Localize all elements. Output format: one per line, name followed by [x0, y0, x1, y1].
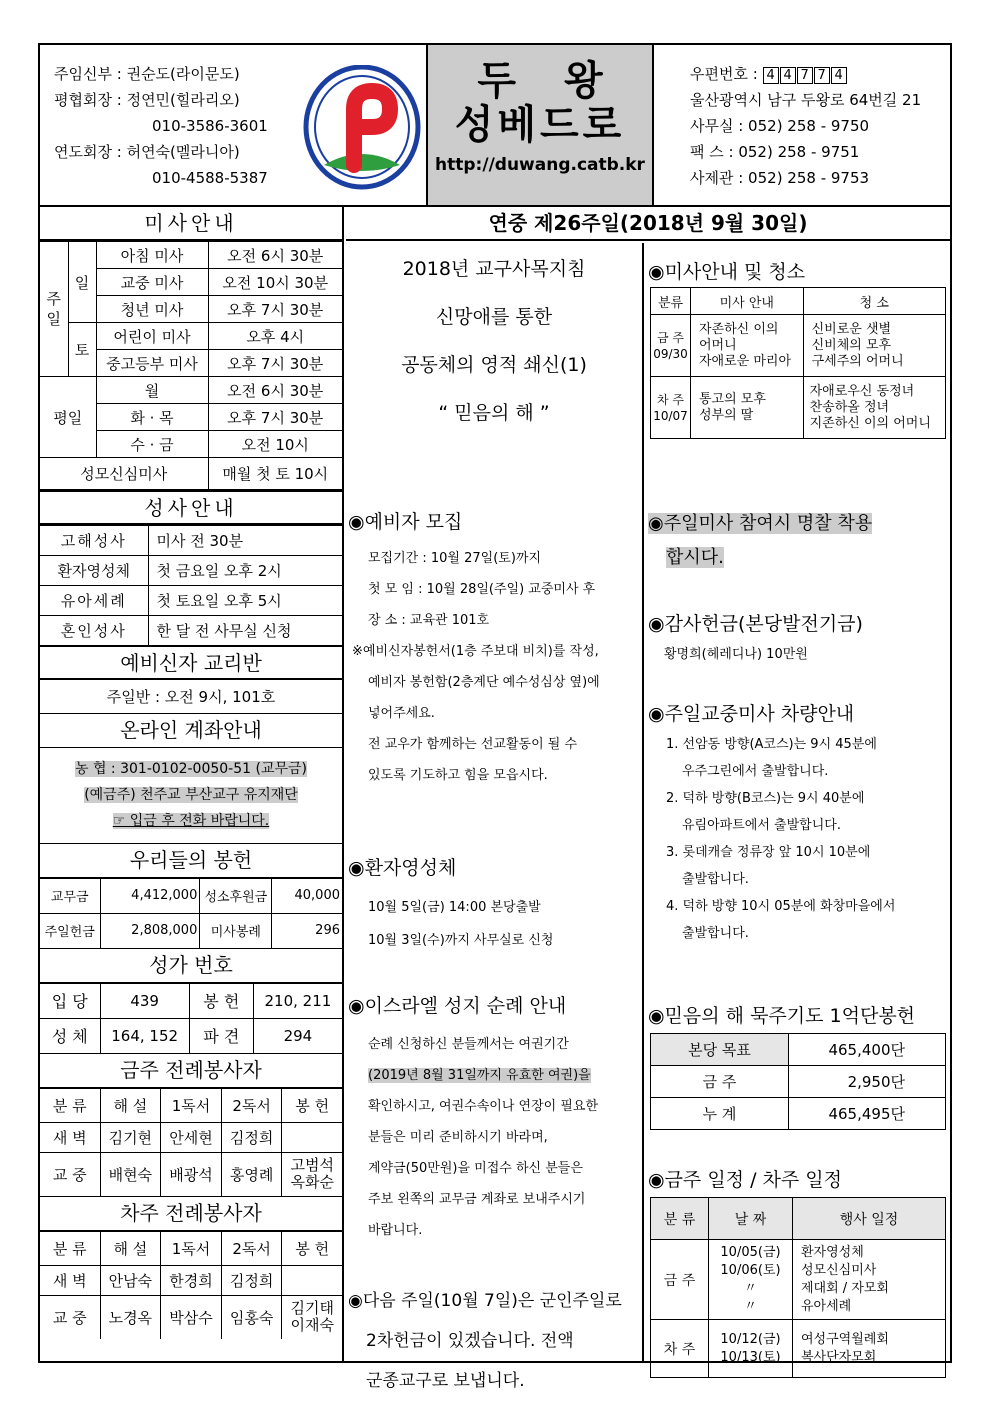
server-cell: 박삼수 — [161, 1295, 222, 1339]
mass-time: 오후 7시 30분 — [208, 296, 342, 323]
offering-amount: 40,000 — [272, 878, 342, 913]
military-line: 군종교구로 보냅니다. — [366, 1371, 525, 1391]
body-line: 분들은 미리 준비하시기 바라며, — [368, 1130, 548, 1145]
hymn-number: 210, 211 — [253, 983, 342, 1018]
weekday-name: 수 · 금 — [96, 431, 208, 458]
offering-amount: 296 — [272, 913, 342, 948]
parish-logo-icon — [302, 65, 422, 190]
sacrament-time: 한 달 전 사무실 신청 — [148, 615, 342, 645]
mass-time: 오전 10시 30분 — [208, 269, 342, 296]
account-note: ☞ 입금 후 전화 바랍니다. — [112, 812, 270, 829]
body-line: 확인하시고, 여권수속이나 연장이 필요한 — [368, 1099, 599, 1114]
hymn-number: 164, 152 — [100, 1018, 189, 1053]
pastoral-guideline — [346, 243, 642, 437]
body-line-highlight: (2019년 8월 31일까지 유효한 여권)을 — [368, 1068, 591, 1083]
weekday-time: 오후 7시 30분 — [208, 404, 342, 431]
rectory-phone: 사제관 : 052) 258 - 9753 — [690, 169, 870, 187]
weekday-time: 오전 10시 — [208, 431, 342, 458]
communion-body — [368, 891, 554, 957]
offering-table — [40, 878, 342, 949]
issue-title: 연중 제26주일(2018년 9월 30일) — [346, 207, 950, 241]
col-header: 2독서 — [221, 1231, 282, 1265]
sacrament-name: 혼인성사 — [40, 615, 148, 645]
week-cell: 금 주 09/30 — [651, 315, 691, 377]
server-cell: 안세현 — [161, 1122, 222, 1152]
server-cell: 김기태 이재숙 — [282, 1295, 342, 1339]
weekday-label: 평일 — [40, 377, 96, 458]
rosary-label: 누 계 — [651, 1098, 789, 1130]
server-cell: 새 벽 — [40, 1122, 100, 1152]
sacrament-name: 환자영성체 — [40, 555, 148, 585]
body-line: 장 소 : 교육관 101호 — [368, 613, 490, 628]
servers-next-heading: 차주 전례봉사자 — [40, 1197, 342, 1231]
offering-amount: 2,808,000 — [100, 913, 200, 948]
event-cell: 여성구역월례회 복사단자모회 — [793, 1320, 946, 1378]
left-column — [40, 207, 344, 1363]
sacrament-name: 유아세례 — [40, 585, 148, 615]
day-to: 토 — [68, 323, 96, 377]
server-cell: 한경희 — [161, 1265, 222, 1295]
vehicle-line: 출발합니다. — [682, 926, 749, 941]
server-cell: 노경옥 — [100, 1295, 161, 1339]
servers-this-heading: 금주 전례봉사자 — [40, 1054, 342, 1088]
offering-label: 교무금 — [40, 878, 100, 913]
body-line: 주보 왼쪽의 교무금 계좌로 보내주시기 — [368, 1192, 586, 1207]
header-contacts — [54, 61, 268, 191]
vehicle-line: 유림아파트에서 출발합니다. — [682, 818, 841, 833]
sacrament-time: 첫 금요일 오후 2시 — [148, 555, 342, 585]
rosary-label: 금 주 — [651, 1066, 789, 1098]
mass-heading: 미사안내 — [40, 207, 342, 241]
website-url[interactable]: http://duwang.catb.kr — [435, 155, 645, 175]
pastor-label: 주임신부 : — [54, 65, 122, 83]
mass-name: 아침 미사 — [96, 242, 208, 269]
catechism-text: 주일반 : 오전 9시, 101호 — [40, 680, 342, 714]
rosary-value: 465,495단 — [789, 1098, 946, 1130]
offering-label: 주일헌금 — [40, 913, 100, 948]
zip-label: 우편번호 : — [690, 65, 758, 83]
mass-cell: 통고의 모후 성부의 딸 — [691, 377, 804, 439]
body-line: 전 교우가 함께하는 선교활동이 될 수 — [368, 737, 578, 752]
offering-amount: 4,412,000 — [100, 878, 200, 913]
vehicle-line: 2. 덕하 방향(B코스)는 9시 40분에 — [666, 791, 865, 806]
server-cell: 김정희 — [221, 1265, 282, 1295]
sacrament-name: 고해성사 — [40, 525, 148, 555]
military-sunday — [348, 1281, 622, 1401]
day-il: 일 — [68, 242, 96, 323]
hymn-number: 294 — [253, 1018, 342, 1053]
rosary-value: 2,950단 — [789, 1066, 946, 1098]
zip-box: 4 — [831, 67, 847, 84]
body-line: 10월 3일(수)까지 사무실로 신청 — [368, 933, 554, 948]
servers-this-table — [40, 1088, 342, 1197]
hymn-label: 성 체 — [40, 1018, 100, 1053]
event-cell: 환자영성체 성모신심미사 제대회 / 자모회 유아세례 — [793, 1240, 946, 1320]
office-phone: 사무실 : 052) 258 - 9750 — [690, 117, 870, 135]
col-header: 1독서 — [161, 1088, 222, 1122]
sacrament-time: 첫 토요일 오후 5시 — [148, 585, 342, 615]
address: 울산광역시 남구 두왕로 64번길 21 — [690, 91, 922, 109]
col-header: 분 류 — [40, 1231, 100, 1265]
clean-cell: 신비로운 샛별 신비체의 모후 구세주의 어머니 — [803, 315, 945, 377]
server-cell: 안남숙 — [100, 1265, 161, 1295]
memorial-phone: 010-4588-5387 — [152, 169, 268, 187]
col-header: 1독서 — [161, 1231, 222, 1265]
catechism-heading: 예비신자 교리반 — [40, 646, 342, 680]
rosary-table — [650, 1033, 946, 1130]
weekday-name: 월 — [96, 377, 208, 404]
pastoral-line: 2018년 교구사목지침 — [402, 258, 586, 280]
rosary-label: 본당 목표 — [651, 1034, 789, 1066]
body-line: 예비자 봉헌함(2층계단 예수성심상 옆)에 — [368, 675, 600, 690]
week-cell: 차 주 10/07 — [651, 377, 691, 439]
hymn-label: 입 당 — [40, 983, 100, 1018]
offering-label: 미사봉례 — [200, 913, 272, 948]
offering-label: 성소후원금 — [200, 878, 272, 913]
date-cell: 10/05(금) 10/06(토) 〃 〃 — [709, 1240, 793, 1320]
server-cell: 교 중 — [40, 1295, 100, 1339]
mass-table — [40, 241, 342, 491]
council-name: 정연민(힐라리오) — [126, 91, 240, 109]
date-cell: 10/12(금) 10/13(토) — [709, 1320, 793, 1378]
military-line: 2차헌금이 있겠습니다. 전액 — [366, 1331, 574, 1351]
server-cell: 김기현 — [100, 1122, 161, 1152]
schedule-table — [650, 1197, 946, 1378]
server-cell: 교 중 — [40, 1152, 100, 1196]
vehicle-line: 출발합니다. — [682, 872, 749, 887]
col-header: 봉 헌 — [282, 1231, 342, 1265]
online-heading: 온라인 계좌안내 — [40, 714, 342, 748]
body-line: 있도록 기도하고 힘을 모읍시다. — [368, 768, 548, 783]
sacrament-time: 미사 전 30분 — [148, 525, 342, 555]
vehicle-line: 1. 선암동 방향(A코스)는 9시 45분에 — [666, 737, 877, 752]
server-cell: 고범석 옥화순 — [282, 1152, 342, 1196]
clean-cell: 자애로우신 동정녀 찬송하올 정녀 지존하신 이의 어머니 — [803, 377, 945, 439]
vehicle-line: 3. 롯데캐슬 정류장 앞 10시 10분에 — [666, 845, 871, 860]
col-header: 분류 — [651, 288, 691, 315]
vehicle-list — [666, 731, 895, 947]
pilgrimage-heading: ◉이스라엘 성지 순례 안내 — [348, 995, 567, 1017]
account-holder: (예금주) 천주교 부산교구 유지재단 — [84, 786, 298, 803]
vehicle-heading: ◉주일교중미사 차량안내 — [648, 703, 855, 725]
vehicle-line: 우주그린에서 출발합니다. — [682, 764, 829, 779]
zip-box: 7 — [797, 67, 813, 84]
middle-column — [346, 243, 644, 1391]
servers-next-table — [40, 1231, 342, 1340]
hymns-heading: 성가 번호 — [40, 949, 342, 983]
server-cell: 임홍숙 — [221, 1295, 282, 1339]
server-cell: 새 벽 — [40, 1265, 100, 1295]
pastoral-line: 공동체의 영적 쇄신(1) — [401, 354, 587, 376]
body-line: 순례 신청하신 분들께서는 여권기간 — [368, 1037, 569, 1052]
body-line: 바랍니다. — [368, 1223, 423, 1238]
col-header: 봉 헌 — [282, 1088, 342, 1122]
vehicle-line: 4. 덕하 방향 10시 05분에 화창마을에서 — [666, 899, 896, 914]
mass-name: 어린이 미사 — [96, 323, 208, 350]
mass-name: 청년 미사 — [96, 296, 208, 323]
week-cell: 금 주 — [651, 1240, 709, 1320]
title-line1: 두왕 — [477, 58, 651, 104]
col-header: 미사 안내 — [691, 288, 804, 315]
pastoral-line: 신망애를 통한 — [435, 306, 553, 328]
mass-name: 교중 미사 — [96, 269, 208, 296]
sunday-label: 주일 — [40, 242, 68, 377]
pastor-name: 권순도(라이문도) — [126, 65, 240, 83]
col-header: 분 류 — [40, 1088, 100, 1122]
thanks-text: 황명희(헤레디나) 10만원 — [664, 647, 808, 662]
military-line: ◉다음 주일(10월 7일)은 군인주일로 — [348, 1291, 622, 1311]
fax-number: 팩 스 : 052) 258 - 9751 — [690, 143, 860, 161]
col-header: 해 설 — [100, 1088, 161, 1122]
col-header: 행사 일정 — [793, 1198, 946, 1240]
col-header: 날 짜 — [709, 1198, 793, 1240]
body-line: 넣어주세요. — [368, 706, 435, 721]
hymns-table — [40, 983, 342, 1054]
week-cell: 차 주 — [651, 1320, 709, 1378]
hymn-number: 439 — [100, 983, 189, 1018]
catechumen-body — [352, 543, 640, 791]
sacraments-heading: 성사안내 — [40, 491, 342, 525]
hymn-label: 파 견 — [189, 1018, 253, 1053]
header-address — [690, 61, 921, 191]
col-header: 2독서 — [221, 1088, 282, 1122]
server-cell: 김정희 — [221, 1122, 282, 1152]
offering-heading: 우리들의 봉헌 — [40, 844, 342, 878]
mass-time: 오후 7시 30분 — [208, 350, 342, 377]
weekday-name: 화 · 목 — [96, 404, 208, 431]
zip-box: 4 — [780, 67, 796, 84]
catechumen-heading: ◉예비자 모집 — [348, 511, 463, 533]
nametag-line: 합시다. — [666, 547, 724, 568]
rosary-heading: ◉믿음의 해 묵주기도 1억단봉헌 — [648, 1005, 916, 1027]
col-header: 청 소 — [803, 288, 945, 315]
zip-box: 4 — [763, 67, 779, 84]
sacraments-table — [40, 525, 342, 646]
body-line: 첫 모 임 : 10월 28일(주일) 교중미사 후 — [368, 582, 596, 597]
mass-clean-heading: ◉미사안내 및 청소 — [648, 261, 806, 283]
nametag-notice — [648, 507, 872, 575]
mass-clean-table — [650, 287, 946, 439]
right-column — [646, 243, 950, 1363]
pilgrimage-body — [368, 1029, 640, 1246]
zip-box: 7 — [814, 67, 830, 84]
weekday-time: 오전 6시 30분 — [208, 377, 342, 404]
council-phone: 010-3586-3601 — [152, 117, 268, 135]
body-line: 모집기간 : 10월 27일(토)까지 — [368, 551, 542, 566]
body-line: 10월 5일(금) 14:00 본당출발 — [368, 900, 541, 915]
col-header: 해 설 — [100, 1231, 161, 1265]
server-cell: 배현숙 — [100, 1152, 161, 1196]
sacred-heart-name: 성모신심미사 — [40, 458, 208, 490]
memorial-label: 연도회장 : — [54, 143, 122, 161]
council-label: 평협회장 : — [54, 91, 122, 109]
body-line: ※예비신자봉헌서(1층 주보대 비치)를 작성, — [352, 644, 599, 659]
title-line2: 성베드로 — [454, 102, 626, 148]
mass-name: 중고등부 미사 — [96, 350, 208, 377]
sacred-heart-time: 매월 첫 토 10시 — [208, 458, 342, 490]
mass-cell: 자존하신 이의 어머니 자애로운 마리아 — [691, 315, 804, 377]
memorial-name: 허연숙(멜라니아) — [126, 143, 240, 161]
mass-time: 오전 6시 30분 — [208, 242, 342, 269]
hymn-label: 봉 헌 — [189, 983, 253, 1018]
communion-heading: ◉환자영성체 — [348, 857, 457, 879]
rosary-value: 465,400단 — [789, 1034, 946, 1066]
mass-time: 오후 4시 — [208, 323, 342, 350]
server-cell: 홍영례 — [221, 1152, 282, 1196]
thanks-heading: ◉감사헌금(본당발전기금) — [648, 613, 863, 635]
schedule-heading: ◉금주 일정 / 차주 일정 — [648, 1169, 842, 1191]
title-box — [426, 45, 654, 205]
bulletin-page — [38, 43, 952, 1391]
online-account — [40, 748, 342, 844]
col-header: 분 류 — [651, 1198, 709, 1240]
body-line: 계약금(50만원)을 미접수 하신 분들은 — [368, 1161, 583, 1176]
header — [40, 45, 950, 207]
server-cell — [282, 1122, 342, 1152]
server-cell — [282, 1265, 342, 1295]
server-cell: 배광석 — [161, 1152, 222, 1196]
nametag-line: ◉주일미사 참여시 명찰 착용 — [648, 513, 873, 534]
account-number: 농 협 : 301-0102-0050-51 (교무금) — [74, 760, 307, 777]
pastoral-line: “ 믿음의 해 ” — [438, 402, 550, 424]
